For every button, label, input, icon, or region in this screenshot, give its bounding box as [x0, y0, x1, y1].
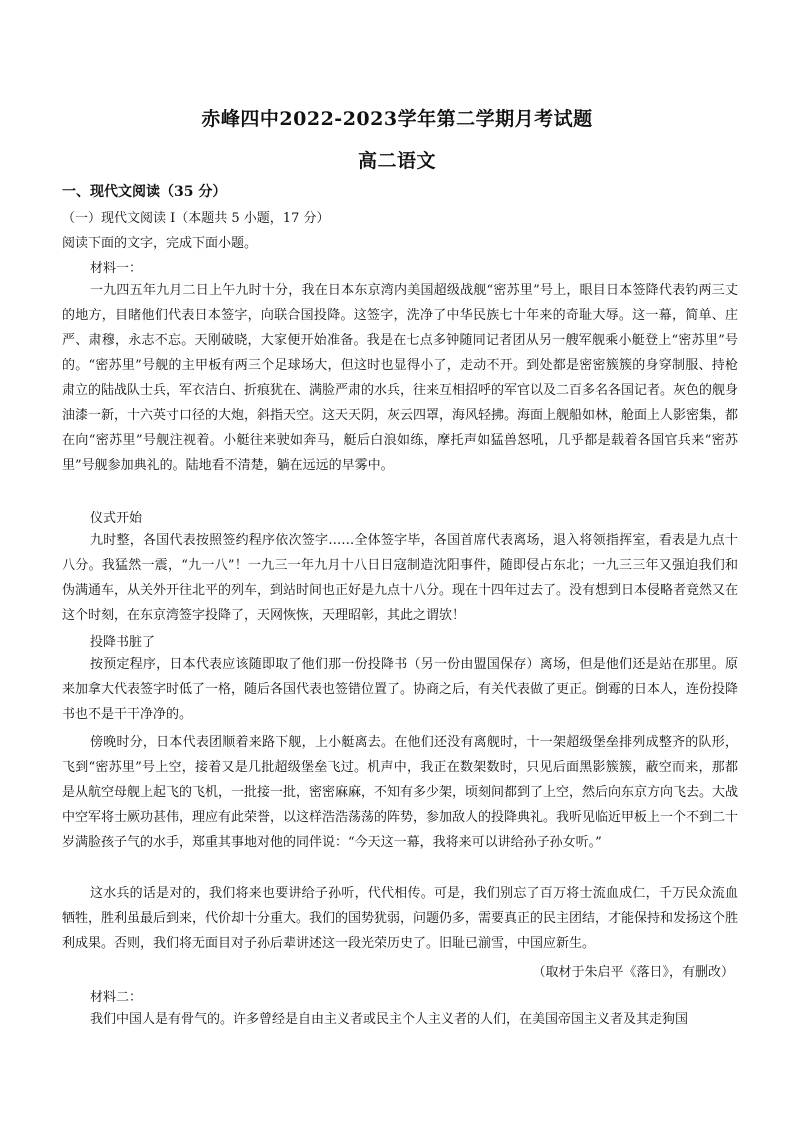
section-heading: 一、现代文阅读（35 分） — [62, 184, 227, 200]
material1-paragraph-2: 九时整，各国代表按照签约程序依次签字……全体签字毕，各国首席代表离场，退入将领指挥室，看表是九点十八分。我猛然一震，“九一八”！一九三一年九月十八日日寇制造沈阳事件，随即侵占东北；一九三三年又强迫我们和伪满通车，从关外开往北平的列车，到站时间也正好是九点十八分。现在十四年过去了。没有想到日本侵略者竟然又在这个时刻，在东京湾签字投降了，天网恢恢，天理昭彰，其此之谓欤！ — [62, 533, 739, 623]
material1-subtitle-dirty-document: 投降书脏了 — [90, 635, 156, 650]
material1-paragraph-5: 这水兵的话是对的，我们将来也要讲给子孙听，代代相传。可是，我们别忘了百万将士流血成仁，千万民众流血牺牲，胜利虽最后到来，代价却十分重大。我们的国势犹弱，问题仍多，需要真正的民主团结，才能保持和发扬这个胜利成果。否则，我们将无面目对子孙后辈讲述这一段光荣历史了。旧耻已湔雪，中国应新生。 — [62, 886, 739, 951]
material1-paragraph-4: 傍晚时分，日本代表团顺着来路下舰，上小艇离去。在他们还没有离舰时，十一架超级堡垒排列成整齐的队形，飞到“密苏里”号上空，接着又是几批超级堡垒飞过。机声中，我正在数架数时，只见后面黑影簇簇，蔽空而来，那都是从航空母舰上起飞的飞机，一批接一批，密密麻麻，不知有多少架，顷刻间都到了上空，然后向东京方向飞去。大战中空军将士厥功甚伟，理应有此荣誉，以这样浩浩荡荡的阵势，参加敌人的投降典礼。我听见临近甲板上一个不到二十岁满脸孩子气的水手，郑重其事地对他的同伴说：“今天这一幕，我将来可以讲给孙子孙女听。” — [62, 735, 739, 850]
section-instruction: 阅读下面的文字，完成下面小题。 — [62, 236, 258, 251]
material1-paragraph-1: 一九四五年九月二日上午九时十分，我在日本东京湾内美国超级战舰“密苏里”号上，眼目日本签降代表钓两三丈的地方，目睹他们代表日本签字，向联合国投降。这签字，洗净了中华民族七十年来的奇耻大辱。这一幕，简单、庄严、肃穆，永志不忘。天刚破晓，大家便开始准备。我是在七点多钟随同记者团从另一艘军舰乘小艇登上“密苏里”号的。“密苏里”号舰的主甲板有两三个足球场大，但这时也显得小了，走动不开。到处都是密密簇簇的身穿制服、持枪肃立的陆战队士兵，军衣洁白、折痕犹在、满脸严肃的水兵，往来互相招呼的军官以及二百多名各国记者。灰色的舰身油漆一新，十六英寸口径的大炮，斜指天空。这天天阴，灰云四罩，海风轻拂。海面上舰船如林，舱面上人影密集，都在向“密苏里”号舰注视着。小艇往来驶如奔马，艇后白浪如练，摩托声如猛兽怒吼，几乎都是载着各国官兵来“密苏里”号舰参加典礼的。陆地看不清楚，躺在远远的早雾中。 — [62, 283, 739, 473]
exam-subject: 高二语文 — [357, 150, 436, 172]
section-sub-heading: （一）现代文阅读 I（本题共 5 小题，17 分） — [62, 211, 330, 226]
material2-label: 材料二： — [90, 990, 143, 1005]
material1-paragraph-3: 按预定程序，日本代表应该随即取了他们那一份投降书（另一份由盟国保存）离场，但是他们还是站在那里。原来加拿大代表签字时低了一格，随后各国代表也签错位置了。协商之后，有关代表做了更正。倒霉的日本人，连份投降书也不是干干净净的。 — [62, 657, 739, 722]
material2-paragraph-1: 我们中国人是有骨气的。许多曾经是自由主义者或民主个人主义者的人们，在美国帝国主义者及其走狗国 — [90, 1012, 689, 1027]
exam-title: 赤峰四中2022-2023学年第二学期月考试题 — [201, 108, 593, 130]
material1-label: 材料一： — [90, 261, 143, 276]
material1-subtitle-ceremony: 仪式开始 — [90, 511, 143, 526]
material1-source: （取材于朱启平《落日》，有删改） — [532, 965, 734, 980]
